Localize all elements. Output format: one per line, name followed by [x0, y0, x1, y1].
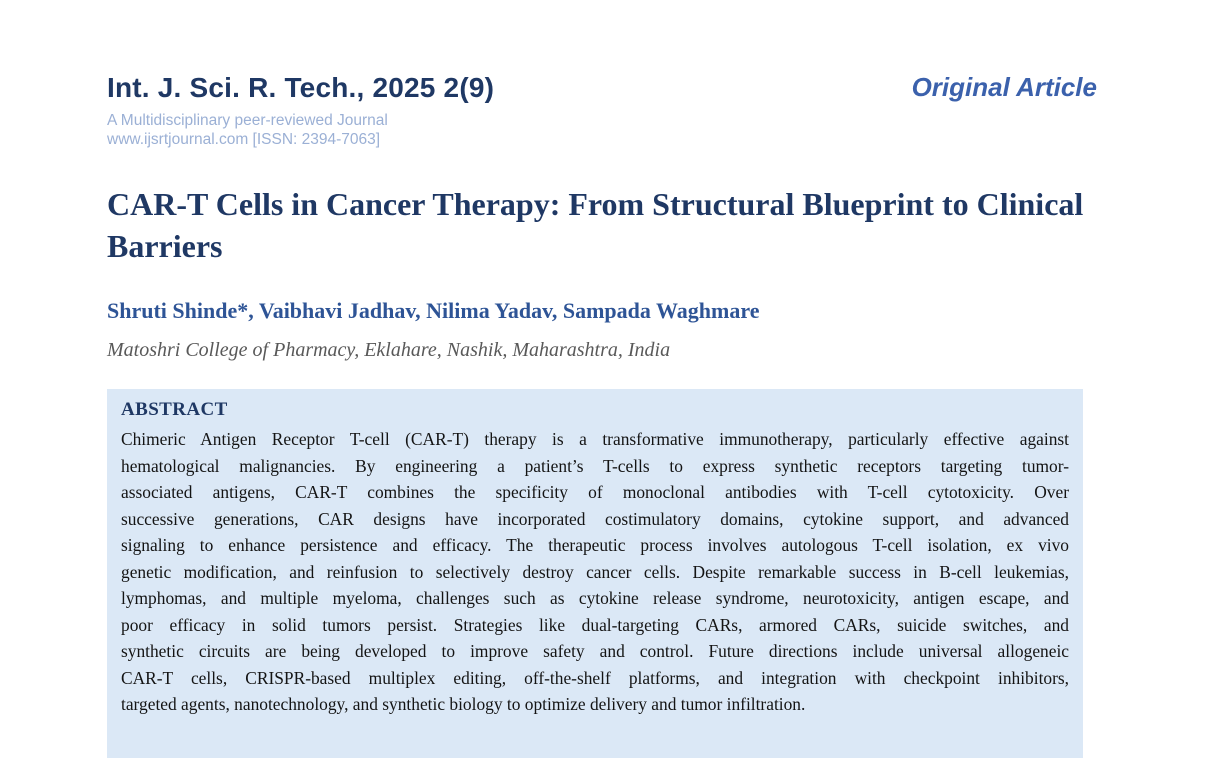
abstract-line: lymphomas, and multiple myeloma, challenges such as cytokine release syndrome, neurotoxicity, antigen escape, and: [121, 588, 1069, 608]
journal-url-issn: www.ijsrtjournal.com [ISSN: 2394-7063]: [107, 131, 381, 148]
authors-line: Shruti Shinde*, Vaibhavi Jadhav, Nilima Yadav, Sampada Waghmare: [107, 298, 760, 323]
abstract-line: hematological malignancies. By engineering a patient’s T-cells to express synthetic receptors targeting tumor-: [121, 455, 1069, 476]
journal-header: [107, 0, 1097, 149]
abstract-text: [121, 426, 1069, 718]
paper-title: CAR-T Cells in Cancer Therapy: From Structural Blueprint to Clinical Barriers: [107, 186, 1084, 264]
abstract-line: signaling to enhance persistence and efficacy. The therapeutic process involves autologous T-cell isolation, ex vivo: [121, 535, 1069, 555]
abstract-line: synthetic circuits are being developed to improve safety and control. Future directions include universal allogeneic: [121, 641, 1069, 661]
abstract-line: targeted agents, nanotechnology, and synthetic biology to optimize delivery and tumor infiltration.: [121, 694, 806, 714]
abstract-line: genetic modification, and reinfusion to selectively destroy cancer cells. Despite remarkable success in B-cell leukemias,: [121, 561, 1069, 582]
journal-masthead: [107, 72, 494, 149]
abstract-line: successive generations, CAR designs have incorporated costimulatory domains, cytokine support, and advanced: [121, 508, 1069, 529]
article-type-label: Original Article: [911, 72, 1097, 102]
abstract-section: [107, 389, 1083, 758]
abstract-line: poor efficacy in solid tumors persist. Strategies like dual-targeting CARs, armored CARs, suicide switches, and: [121, 614, 1069, 635]
abstract-line: CAR-T cells, CRISPR-based multiplex editing, off-the-shelf platforms, and integration with checkpoint inhibitors,: [121, 667, 1069, 688]
journal-subtitle: A Multidisciplinary peer-reviewed Journal: [107, 112, 388, 129]
abstract-heading: ABSTRACT: [121, 399, 228, 420]
page-content: [107, 0, 1097, 758]
journal-title: Int. J. Sci. R. Tech., 2025 2(9): [107, 72, 495, 103]
affiliation-line: Matoshri College of Pharmacy, Eklahare, Nashik, Maharashtra, India: [107, 339, 671, 361]
abstract-line: Chimeric Antigen Receptor T-cell (CAR-T) therapy is a transformative immunotherapy, particularly effective against: [121, 429, 1069, 449]
journal-subtitle-block: [107, 111, 494, 149]
abstract-line: associated antigens, CAR-T combines the specificity of monoclonal antibodies with T-cell cytotoxicity. Over: [121, 482, 1069, 502]
